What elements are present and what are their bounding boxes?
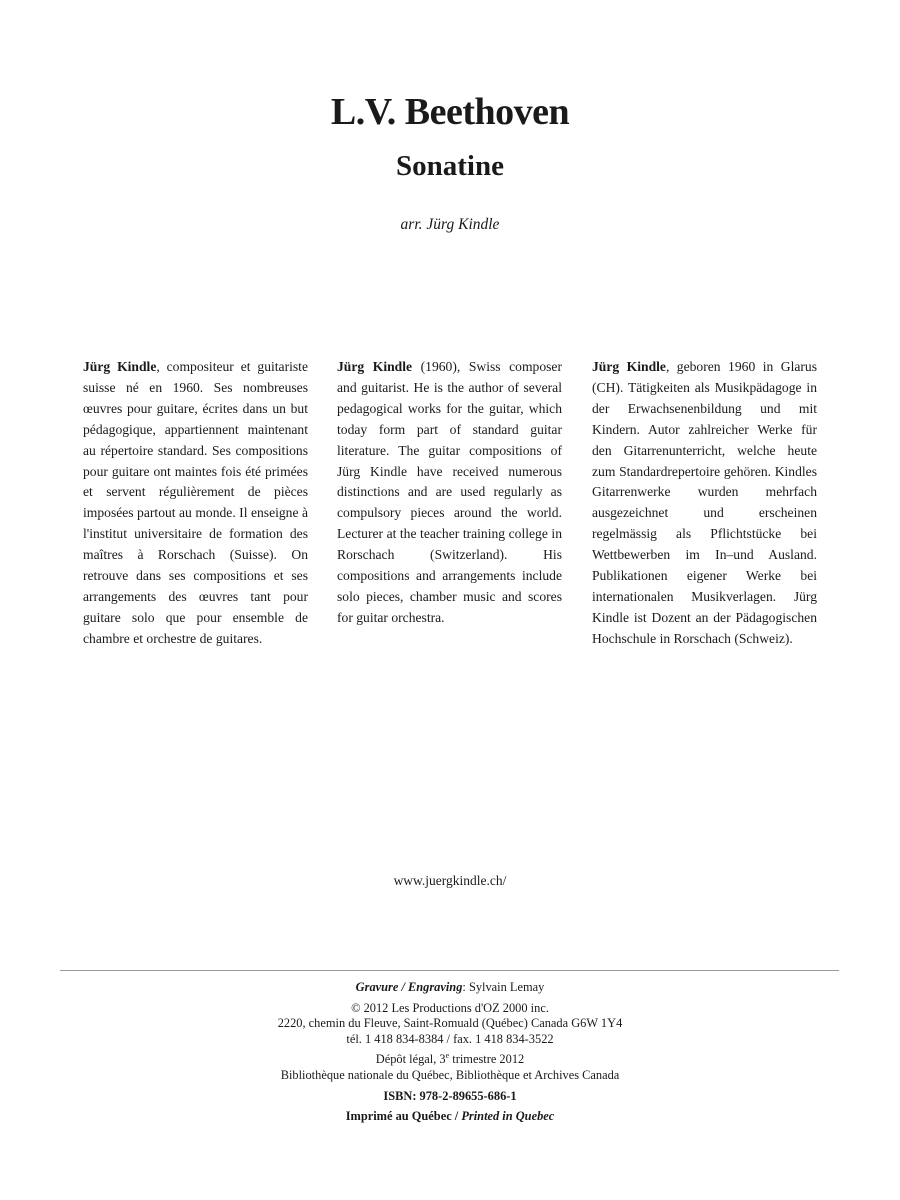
bio-french-text: , compositeur et guitariste suisse né en 1960. Ses nombreuses œuvres pour guitare, écrites dans un but pédagogique, appartiennent maintenant au répertoire standard. Ses compositions pour guitare ont maintes fois été primées et servent régulièrement de pièces imposées partout au monde. Il enseigne à l'institut universitaire de formation des maîtres à Rorschach (Suisse). On retrouve dans ses compositions et ses arrangements des œuvres tant pour guitare solo que pour ensemble de chambre et orchestre de guitares. [83,359,308,646]
bio-english-text: (1960), Swiss composer and guitarist. He is the author of several pedagogical works for the guitar, which today form part of standard guitar literature. The guitar compositions of Jürg Kindle have received numerous distinctions and are used regularly as compulsory pieces around the world. Lecturer at the teacher training college in Rorschach (Switzerland). His compositions and arrangements include solo pieces, chamber music and scores for guitar orchestra. [337,359,562,625]
website-link[interactable]: www.juergkindle.ch/ [393,873,507,888]
legal-deposit-line [0,1052,900,1068]
printed-french: Imprimé au Québec / [345,1109,462,1124]
address-line: 2220, chemin du Fleuve, Saint-Romuald (Québec) Canada G6W 1Y4 [277,1016,623,1031]
bio-english [337,357,562,629]
isbn-line: ISBN: 978-2-89655-686-1 [383,1088,517,1103]
engraving-line [0,980,900,996]
imprint-block [0,980,900,1125]
arranger-credit: arr. Jürg Kindle [400,216,500,233]
legal-deposit-superscript: e [445,1051,450,1061]
bio-german [592,357,817,650]
bio-french [83,357,308,650]
composer-name: L.V. Beethoven [330,91,570,133]
printed-line [0,1109,900,1125]
printed-english: Printed in Quebec [461,1109,555,1124]
copyright-line: © 2012 Les Productions d'OZ 2000 inc. [351,1000,549,1015]
engraving-separator: : [462,980,469,994]
engraver-name: Sylvain Lemay [468,980,545,994]
legal-deposit-prefix: Dépôt légal, 3 [375,1052,446,1067]
phone-line: tél. 1 418 834-8384 / fax. 1 418 834-3522 [346,1031,554,1046]
bio-english-name: Jürg Kindle [337,359,413,374]
piece-title: Sonatine [396,150,504,182]
bio-french-name: Jürg Kindle [83,359,157,374]
legal-deposit-suffix: trimestre 2012 [449,1052,525,1067]
bio-german-text: , geboren 1960 in Glarus (CH). Tätigkeiten als Musikpädagoge in der Erwachsenenbildung und mit Kindern. Autor zahlreicher Werke für den Gitarrenunterricht, welche heute zum Standardrepertoire gehören. Kindles Gitarrenwerke wurden mehrfach ausgezeichnet und erscheinen regelmässig als Pflichtstücke bei Wettbewerben im In–und Ausland. Publikationen eigener Werke bei internationalen Musikverlagen. Jürg Kindle ist Dozent an der Pädagogischen Hochschule in Rorschach (Schweiz). [592,359,817,646]
bio-german-name: Jürg Kindle [592,359,666,374]
engraving-label: Gravure / Engraving [355,980,463,994]
divider-rule [60,970,839,971]
libraries-line: Bibliothèque nationale du Québec, Bibliothèque et Archives Canada [280,1067,620,1082]
